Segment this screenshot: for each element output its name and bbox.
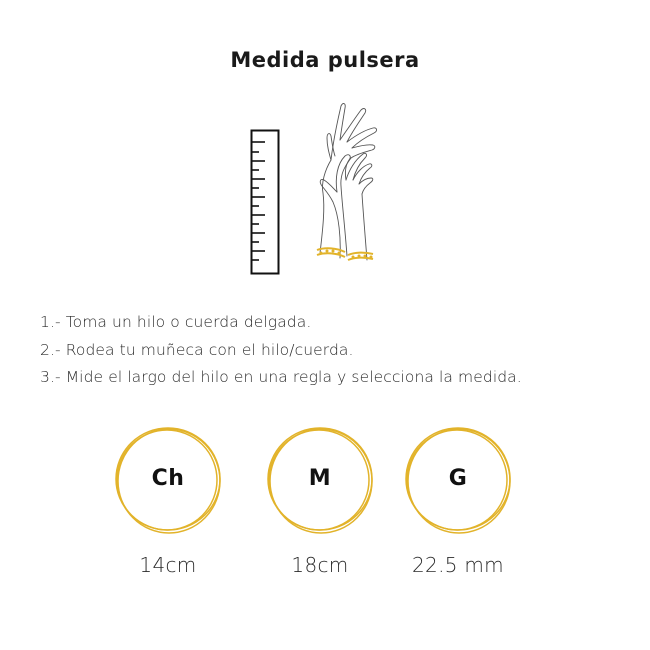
measurement-illustration bbox=[245, 98, 395, 278]
size-letter: Ch bbox=[151, 466, 185, 491]
hands-with-bracelet-icon bbox=[245, 98, 395, 278]
size-letter: G bbox=[448, 466, 468, 491]
size-option-ch[interactable] bbox=[112, 425, 224, 577]
instruction-step: 2.- Rodea tu muñeca con el hilo/cuerda. bbox=[40, 340, 354, 359]
instruction-step: 1.- Toma un hilo o cuerda delgada. bbox=[40, 313, 312, 331]
size-measure: 14cm bbox=[139, 553, 197, 577]
size-option-m[interactable] bbox=[264, 425, 376, 577]
page-title: Medida pulsera bbox=[230, 48, 420, 72]
size-measure: 18cm bbox=[291, 553, 349, 577]
size-measure: 22.5 mm bbox=[412, 553, 504, 577]
size-letter: M bbox=[308, 466, 332, 491]
instructions-list bbox=[40, 312, 522, 395]
size-option-g[interactable] bbox=[402, 425, 514, 577]
instruction-step: 3.- Mide el largo del hilo en una regla y selecciona la medida. bbox=[40, 368, 522, 386]
